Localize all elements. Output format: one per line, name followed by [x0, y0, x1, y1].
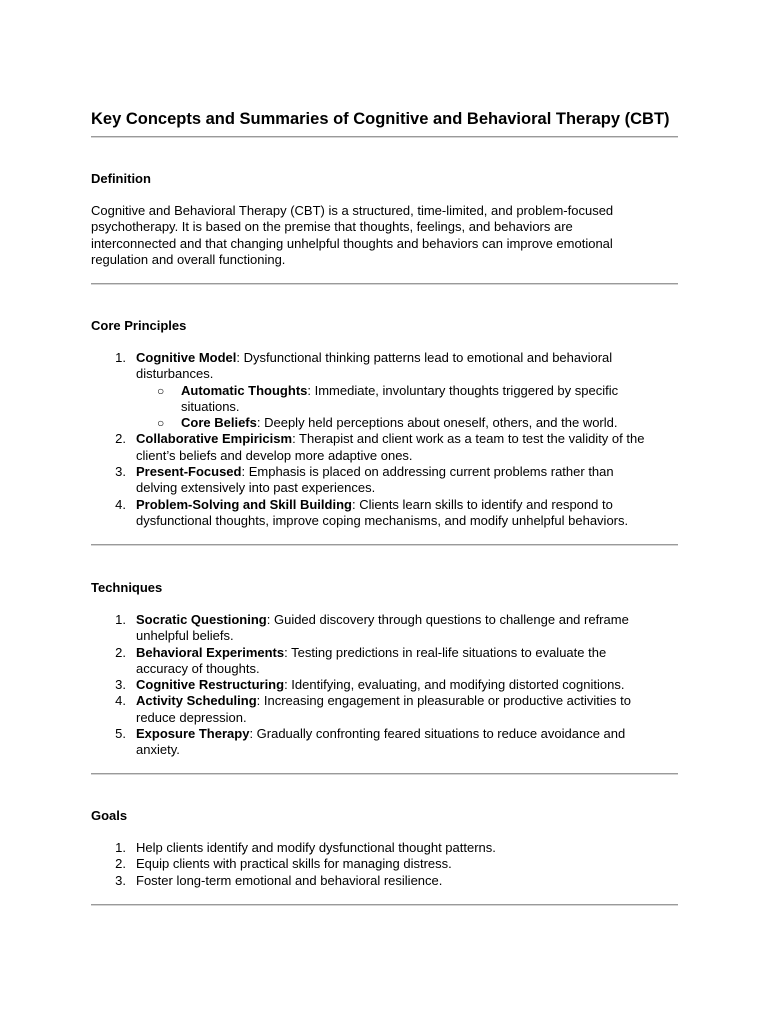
- core-principles-list: [91, 350, 691, 529]
- item-text: Equip clients with practical skills for managing distress.: [136, 856, 452, 872]
- list-item: [91, 431, 691, 464]
- item-text: anxiety.: [136, 742, 180, 758]
- sub-list-item: [91, 383, 691, 416]
- list-number: 2.: [115, 856, 126, 872]
- title-divider: [91, 136, 678, 138]
- definition-line: psychotherapy. It is based on the premise that thoughts, feelings, and behaviors are: [91, 219, 573, 235]
- goals-heading: Goals: [91, 808, 128, 823]
- item-text: client’s beliefs and develop more adaptive ones.: [136, 447, 413, 463]
- item-text: unhelpful beliefs.: [136, 628, 234, 644]
- list-number: 1.: [115, 840, 126, 855]
- item-text: : Testing predictions in real-life situations to evaluate the: [284, 644, 607, 660]
- definition-heading: Definition: [91, 171, 151, 186]
- item-text: situations.: [181, 398, 240, 414]
- list-number: 3.: [115, 464, 126, 480]
- item-text: : Clients learn skills to identify and respond to: [351, 496, 613, 512]
- circle-bullet-icon: ○: [157, 416, 165, 431]
- list-item: [91, 873, 691, 889]
- item-text: Foster long-term emotional and behavioral resilience.: [136, 872, 443, 888]
- item-text: : Emphasis is placed on addressing current problems rather than: [241, 464, 614, 480]
- definition-line: Cognitive and Behavioral Therapy (CBT) is a structured, time-limited, and problem-focused: [91, 203, 614, 218]
- item-text: accuracy of thoughts.: [136, 660, 260, 676]
- techniques-heading: Techniques: [91, 580, 163, 595]
- definition-line: interconnected and that changing unhelpful thoughts and behaviors can improve emotional: [91, 235, 613, 251]
- list-number: 1.: [115, 612, 126, 627]
- goals-divider: [91, 904, 678, 906]
- list-number: 5.: [115, 726, 126, 742]
- goals-list: [91, 840, 691, 889]
- item-text: : Gradually confronting feared situations to reduce avoidance and: [249, 726, 626, 742]
- core-principles-divider: [91, 544, 678, 546]
- term-label: Cognitive Model: [136, 350, 237, 365]
- term-label: Automatic Thoughts: [181, 382, 308, 398]
- item-text: : Guided discovery through questions to challenge and reframe: [266, 612, 629, 627]
- list-item: [91, 464, 691, 497]
- list-item: [91, 840, 691, 856]
- item-text: Help clients identify and modify dysfunctional thought patterns.: [136, 840, 496, 855]
- definition-line: regulation and overall functioning.: [91, 251, 286, 267]
- term-label: Collaborative Empiricism: [136, 431, 293, 447]
- list-number: 4.: [115, 693, 126, 709]
- item-text: : Dysfunctional thinking patterns lead to emotional and behavioral: [236, 350, 613, 365]
- list-number: 3.: [115, 677, 126, 693]
- item-text: : Immediate, involuntary thoughts triggered by specific: [307, 382, 619, 398]
- core-principles-heading: Core Principles: [91, 318, 187, 333]
- term-label: Present-Focused: [136, 464, 242, 480]
- list-item: [91, 856, 691, 872]
- term-label: Cognitive Restructuring: [136, 677, 285, 693]
- term-label: Core Beliefs: [181, 415, 257, 431]
- list-number: 2.: [115, 431, 126, 447]
- list-number: 2.: [115, 644, 126, 660]
- list-item: [91, 350, 691, 383]
- item-text: dysfunctional thoughts, improve coping mechanisms, and modify unhelpful behaviors.: [136, 512, 629, 528]
- item-text: : Therapist and client work as a team to test the validity of the: [292, 431, 645, 447]
- term-label: Exposure Therapy: [136, 726, 250, 742]
- item-text: : Deeply held perceptions about oneself, others, and the world.: [256, 415, 618, 431]
- term-label: Activity Scheduling: [136, 693, 257, 709]
- techniques-list: [91, 612, 691, 759]
- list-item: [91, 693, 691, 726]
- list-number: 3.: [115, 872, 126, 888]
- item-text: disturbances.: [136, 366, 214, 382]
- definition-divider: [91, 283, 678, 285]
- item-text: reduce depression.: [136, 709, 247, 725]
- item-text: delving extensively into past experiences.: [136, 480, 376, 496]
- term-label: Problem-Solving and Skill Building: [136, 496, 352, 512]
- sub-list-item: [91, 415, 691, 431]
- circle-bullet-icon: ○: [157, 383, 165, 398]
- definition-paragraph: [91, 203, 681, 268]
- list-item: [91, 645, 691, 678]
- list-number: 1.: [115, 350, 126, 365]
- list-item: [91, 726, 691, 759]
- list-item: [91, 497, 691, 530]
- list-item: [91, 612, 691, 645]
- term-label: Socratic Questioning: [136, 612, 267, 627]
- techniques-divider: [91, 773, 678, 775]
- term-label: Behavioral Experiments: [136, 644, 285, 660]
- list-item: [91, 677, 691, 693]
- list-number: 4.: [115, 496, 126, 512]
- document-title: Key Concepts and Summaries of Cognitive and Behavioral Therapy (CBT): [91, 110, 670, 128]
- item-text: : Identifying, evaluating, and modifying distorted cognitions.: [284, 677, 625, 693]
- item-text: : Increasing engagement in pleasurable or productive activities to: [256, 693, 631, 709]
